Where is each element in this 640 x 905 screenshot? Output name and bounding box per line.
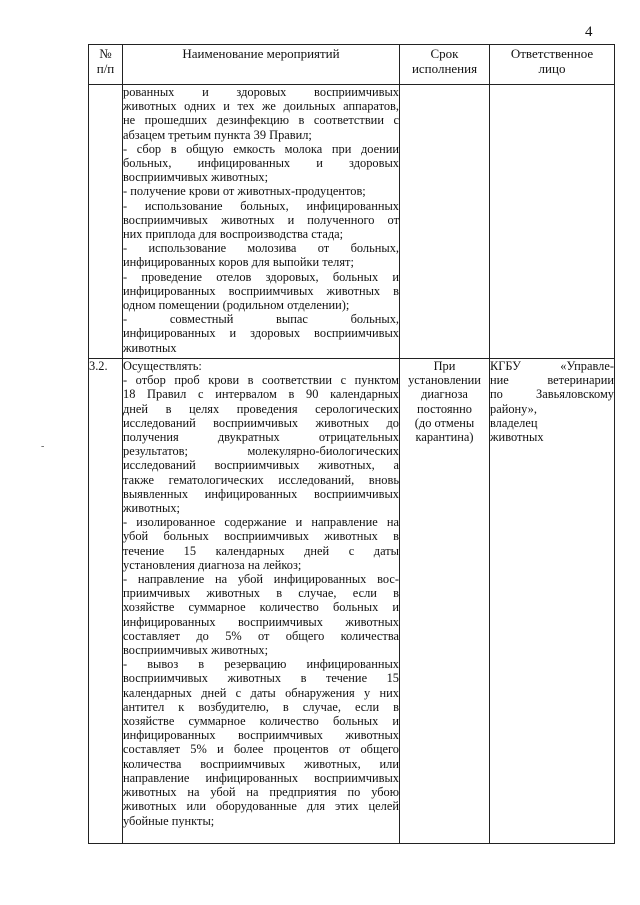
text-line: хозяйстве суммарное количество больных и — [123, 600, 399, 615]
text-line: животных одних и тех же доильных аппаратов, — [123, 99, 399, 114]
page-number: 4 — [585, 24, 593, 40]
text-line: направление инфицированных восприимчивых — [123, 770, 399, 785]
text-line: результатов; молекулярно-биологических — [123, 444, 399, 459]
text-line: - использование больных, инфицированных — [123, 198, 399, 213]
text-line: инфицированных восприимчивых животных в — [123, 283, 399, 298]
text-line: исследований восприимчивых животных до — [123, 415, 399, 430]
text-line: району», — [490, 401, 537, 416]
text-line: инфицированных восприимчивых животных — [123, 728, 399, 743]
text-line: инфицированных восприимчивых животных — [123, 614, 399, 629]
measure-text — [123, 85, 400, 359]
text-line: восприимчивых животных и полученного от — [123, 212, 399, 227]
text-line: приимчивых животных в случае, если в — [123, 586, 399, 601]
term-cell — [400, 359, 490, 844]
text-line: по Завьяловскому — [490, 387, 614, 402]
measures-table — [88, 44, 615, 844]
text-line: При — [433, 359, 456, 373]
responsible-cell — [490, 85, 615, 359]
table-row — [89, 85, 615, 359]
text-line: животных или оборудованные для этих целей — [123, 799, 399, 814]
text-line: - получение крови от животных-продуцентов; — [123, 184, 366, 199]
text-line: установлении — [408, 373, 481, 388]
row-number — [89, 85, 123, 359]
text-line: убой больных восприимчивых животных в — [123, 529, 399, 544]
text-line: (до отмены — [414, 415, 475, 430]
text-line: восприимчивых животных; — [123, 170, 269, 185]
text-line: - сбор в общую емкость молока при доении — [123, 141, 399, 156]
text-line: - использование молозива от больных, — [123, 241, 399, 256]
text-line: также гематологических исследований, вновь — [123, 472, 399, 487]
text-line: карантина) — [415, 430, 474, 445]
text-line: - направление на убой инфицированных вос- — [123, 572, 399, 587]
header-row — [89, 45, 615, 85]
text-line: постоянно — [416, 401, 472, 416]
text-line: рованных и здоровых восприимчивых — [123, 85, 399, 99]
text-line: ние ветеринарии — [490, 373, 614, 388]
text-line: животных — [123, 340, 177, 355]
text-line: инфицированных коров для выпойки телят; — [123, 255, 354, 270]
text-line: течение 15 календарных дней с даты — [123, 543, 399, 558]
text-line: восприимчивых животных в течение 15 — [123, 671, 399, 686]
text-line: восприимчивых животных; — [123, 643, 269, 658]
text-line: хозяйстве суммарное количество больных и — [123, 714, 399, 729]
text-line: животных — [490, 430, 544, 445]
text-line: - изолированное содержание и направление на — [123, 515, 399, 530]
text-line: животных; — [123, 501, 180, 516]
table-row — [89, 359, 615, 844]
text-line: установления диагноза на лейкоз; — [123, 557, 302, 572]
text-line: убойные пункты; — [123, 813, 215, 828]
header-num: № п/п — [89, 45, 123, 85]
header-term: Срок исполнения — [400, 45, 490, 85]
text-line: абзацем третьим пункта 39 Правил; — [123, 127, 312, 142]
text-line: дней в целях проведения серологических — [123, 401, 399, 416]
text-line: инфицированных и здоровых восприимчивых — [123, 326, 399, 341]
text-line: выявленных инфицированных восприимчивых — [123, 486, 399, 501]
text-line: количества восприимчивых животных, или — [123, 756, 399, 771]
header-name: Наименование мероприятий — [123, 45, 400, 85]
margin-mark: - — [41, 441, 45, 452]
text-line: - проведение отелов здоровых, больных и — [123, 269, 399, 284]
text-line: диагноза — [421, 387, 468, 402]
text-line: Осуществлять: — [123, 359, 202, 373]
responsible-cell — [490, 359, 615, 844]
text-line: получения двукратных отрицательных — [123, 430, 399, 445]
text-line: владелец — [490, 415, 538, 430]
text-line: календарных дней с даты обнаружения у них — [123, 685, 399, 700]
text-line: животных на убой на предприятия по убою — [123, 785, 399, 800]
text-line: одном помещении (родильном отделении); — [123, 298, 350, 313]
text-line: - вывоз в резервацию инфицированных — [123, 657, 399, 672]
text-line: исследований восприимчивых животных, а — [123, 458, 399, 473]
text-line: больных, инфицированных и здоровых — [123, 156, 399, 171]
text-line: - отбор проб крови в соответствии с пунктом — [123, 373, 399, 388]
text-line: 18 Правил с интервалом в 90 календарных — [123, 387, 399, 402]
text-line: составляет 5% и более процентов от общего — [123, 742, 399, 757]
text-line: составляет до 5% от общего количества — [123, 628, 399, 643]
term-cell — [400, 85, 490, 359]
measure-text — [123, 359, 400, 844]
header-responsible: Ответственное лицо — [490, 45, 615, 85]
text-line: КГБУ «Управле- — [490, 359, 614, 373]
row-number: 3.2. — [89, 359, 123, 844]
text-line: антител к возбудителю, в случае, если в — [123, 699, 399, 714]
text-line: них приплода для воспроизводства стада; — [123, 227, 344, 242]
text-line: - совместный выпас больных, — [123, 312, 399, 327]
text-line: не прошедших дезинфекцию в соответствии с — [123, 113, 399, 128]
